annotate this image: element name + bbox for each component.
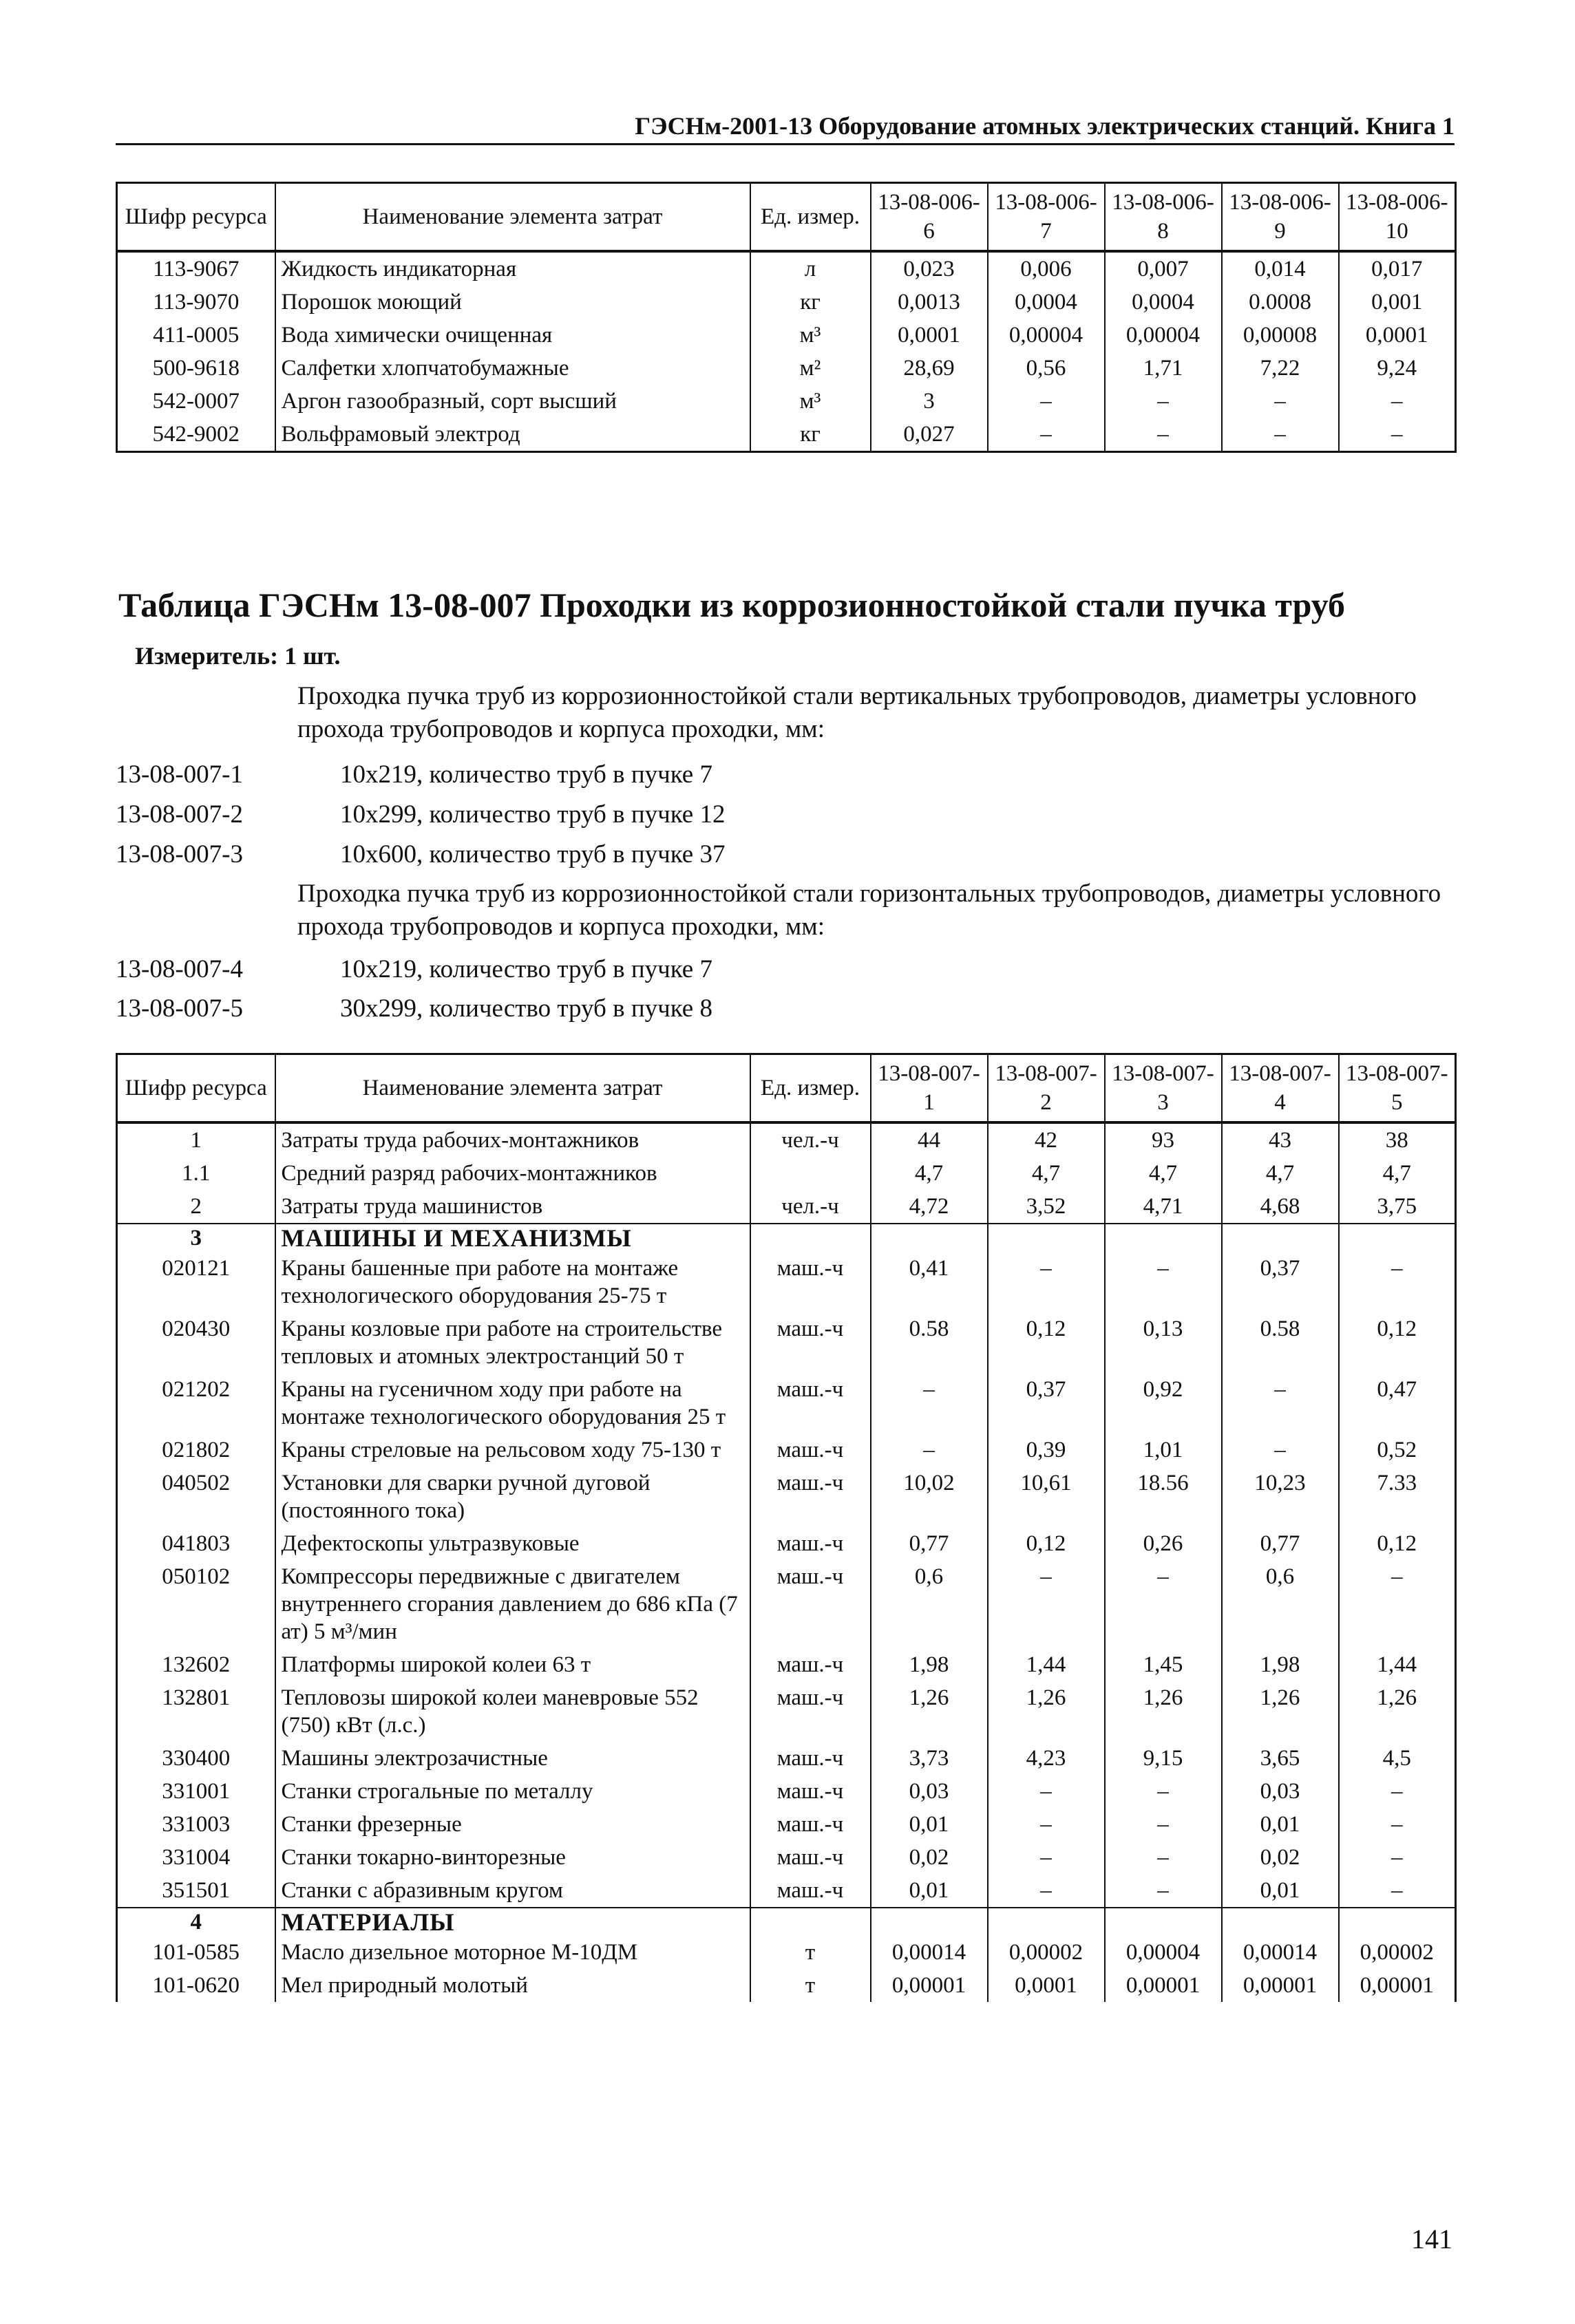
resource-name: Машины электрозачистные xyxy=(275,1742,750,1775)
norm-value: 0,77 xyxy=(871,1527,988,1560)
norm-value: 0.0008 xyxy=(1222,286,1339,319)
norm-value: 0,00001 xyxy=(871,1969,988,2002)
norm-value: 0,03 xyxy=(1222,1775,1339,1808)
table-row xyxy=(117,1122,1456,1157)
resource-code: 101-0585 xyxy=(117,1936,275,1969)
item-text: 10х219, количество труб в пучке 7 xyxy=(340,760,712,789)
resource-code: 132801 xyxy=(117,1681,275,1742)
norm-value: 93 xyxy=(1105,1122,1222,1157)
resource-unit: м³ xyxy=(750,385,871,418)
norm-value: 28,69 xyxy=(871,352,988,385)
resource-unit: маш.-ч xyxy=(750,1841,871,1874)
item-text: 30х299, количество труб в пучке 8 xyxy=(340,994,712,1023)
norm-value: 1,01 xyxy=(1105,1433,1222,1467)
resource-code: 020121 xyxy=(117,1252,275,1312)
resource-code: 3 xyxy=(117,1224,275,1252)
table-row xyxy=(117,1681,1456,1742)
resource-unit: маш.-ч xyxy=(750,1560,871,1648)
resource-unit: маш.-ч xyxy=(750,1808,871,1841)
resource-code: 041803 xyxy=(117,1527,275,1560)
resource-name: Краны башенные при работе на монтаже технологического оборудования 25-75 т xyxy=(275,1252,750,1312)
item-text: 10х299, количество труб в пучке 12 xyxy=(340,800,726,829)
norm-value: 0,0001 xyxy=(871,319,988,352)
norm-value: 10,23 xyxy=(1222,1467,1339,1527)
norm-value xyxy=(1222,1908,1339,1936)
resource-name: Жидкость индикаторная xyxy=(275,251,750,286)
norm-value: 0,0013 xyxy=(871,286,988,319)
norm-value: 1,26 xyxy=(1339,1681,1456,1742)
norm-value: 1,26 xyxy=(871,1681,988,1742)
norm-value: 0,6 xyxy=(871,1560,988,1648)
resource-code: 542-0007 xyxy=(117,385,275,418)
norm-value xyxy=(1222,1224,1339,1252)
unit-of-measure: Измеритель: 1 шт. xyxy=(135,642,341,670)
norm-value: – xyxy=(1339,1874,1456,1908)
resource-name: Аргон газообразный, сорт высший xyxy=(275,385,750,418)
norm-value: – xyxy=(1339,1808,1456,1841)
norm-value: 0,12 xyxy=(1339,1312,1456,1373)
resource-table-006 xyxy=(116,182,1457,453)
norm-value xyxy=(871,1224,988,1252)
resource-name: Затраты труда рабочих-монтажников xyxy=(275,1122,750,1157)
norm-value: 0,6 xyxy=(1222,1560,1339,1648)
norm-value: – xyxy=(988,385,1105,418)
resource-name: Мел природный молотый xyxy=(275,1969,750,2002)
norm-value: – xyxy=(1105,1252,1222,1312)
norm-value: 0,12 xyxy=(1339,1527,1456,1560)
resource-code: 050102 xyxy=(117,1560,275,1648)
resource-name: Дефектоскопы ультразвуковые xyxy=(275,1527,750,1560)
item-text: 10х219, количество труб в пучке 7 xyxy=(340,955,712,983)
norm-value: 0,0001 xyxy=(988,1969,1105,2002)
norm-value: – xyxy=(1339,1775,1456,1808)
norm-value: 1,26 xyxy=(988,1681,1105,1742)
norm-value: 0,37 xyxy=(1222,1252,1339,1312)
norm-value: 0,13 xyxy=(1105,1312,1222,1373)
table-row xyxy=(117,286,1456,319)
norm-value: 0,00002 xyxy=(1339,1936,1456,1969)
resource-name: Платформы широкой колеи 63 т xyxy=(275,1648,750,1681)
resource-code: 331003 xyxy=(117,1808,275,1841)
resource-name: Масло дизельное моторное М-10ДМ xyxy=(275,1936,750,1969)
table-row xyxy=(117,352,1456,385)
norm-value: 1,26 xyxy=(1105,1681,1222,1742)
norm-value: – xyxy=(988,1841,1105,1874)
norm-value: 0,006 xyxy=(988,251,1105,286)
resource-code: 1.1 xyxy=(117,1157,275,1190)
norm-value: 0,56 xyxy=(988,352,1105,385)
norm-value: 0,00001 xyxy=(1222,1969,1339,2002)
table-row xyxy=(117,1527,1456,1560)
table-row xyxy=(117,251,1456,286)
norm-value: 0,014 xyxy=(1222,251,1339,286)
col-header-norm: 13-08-007-3 xyxy=(1105,1054,1222,1123)
col-header-norm: 13-08-007-2 xyxy=(988,1054,1105,1123)
resource-unit: чел.-ч xyxy=(750,1190,871,1224)
norm-value: 4,71 xyxy=(1105,1190,1222,1224)
norm-value: – xyxy=(1105,418,1222,452)
norm-value: 0,01 xyxy=(871,1874,988,1908)
description-vertical: Проходка пучка труб из коррозионностойкой стали вертикальных трубопроводов, диаметры условного прохода трубопроводов и корпуса проходки, мм: xyxy=(297,682,1417,743)
norm-value: – xyxy=(1105,1775,1222,1808)
resource-name: Станки строгальные по металлу xyxy=(275,1775,750,1808)
table-row xyxy=(117,1157,1456,1190)
norm-value: 0,007 xyxy=(1105,251,1222,286)
norm-value xyxy=(871,1908,988,1936)
resource-unit: маш.-ч xyxy=(750,1775,871,1808)
norm-value: 0,0004 xyxy=(988,286,1105,319)
table-row xyxy=(117,1312,1456,1373)
norm-value: – xyxy=(871,1373,988,1433)
resource-code: 113-9067 xyxy=(117,251,275,286)
norm-value: – xyxy=(988,1808,1105,1841)
norm-value: 0,26 xyxy=(1105,1527,1222,1560)
table-row xyxy=(117,1874,1456,1908)
norm-value: 0,47 xyxy=(1339,1373,1456,1433)
resource-name: Средний разряд рабочих-монтажников xyxy=(275,1157,750,1190)
page-number: 141 xyxy=(1411,2224,1452,2254)
norm-value: – xyxy=(988,418,1105,452)
norm-value: 1,44 xyxy=(1339,1648,1456,1681)
norm-value: 7.33 xyxy=(1339,1467,1456,1527)
resource-name: Компрессоры передвижные с двигателем внутреннего сгорания давлением до 686 кПа (7 ат) 5 м³/мин xyxy=(275,1560,750,1648)
norm-value: 3,65 xyxy=(1222,1742,1339,1775)
resource-code: 411-0005 xyxy=(117,319,275,352)
resource-unit: маш.-ч xyxy=(750,1742,871,1775)
resource-name: Установки для сварки ручной дуговой (постоянного тока) xyxy=(275,1467,750,1527)
col-header-norm: 13-08-006-6 xyxy=(871,183,988,252)
norm-value: 9,15 xyxy=(1105,1742,1222,1775)
item-code: 13-08-007-2 xyxy=(116,800,243,829)
resource-code: 132602 xyxy=(117,1648,275,1681)
norm-value: 1,44 xyxy=(988,1648,1105,1681)
norm-value: 0,00001 xyxy=(1339,1969,1456,2002)
resource-code: 101-0620 xyxy=(117,1969,275,2002)
norm-value: 3,75 xyxy=(1339,1190,1456,1224)
resource-unit xyxy=(750,1224,871,1252)
norm-value: 0,03 xyxy=(871,1775,988,1808)
norm-value: 0,02 xyxy=(871,1841,988,1874)
norm-value: 1,26 xyxy=(1222,1681,1339,1742)
norm-value: 0,01 xyxy=(871,1808,988,1841)
norm-value: – xyxy=(1105,385,1222,418)
norm-value: 4,23 xyxy=(988,1742,1105,1775)
col-header-norm: 13-08-006-9 xyxy=(1222,183,1339,252)
resource-code: 020430 xyxy=(117,1312,275,1373)
norm-value xyxy=(1339,1908,1456,1936)
norm-value: – xyxy=(1105,1560,1222,1648)
resource-unit: кг xyxy=(750,286,871,319)
resource-code: 351501 xyxy=(117,1874,275,1908)
norm-value: 3 xyxy=(871,385,988,418)
norm-value: 0,37 xyxy=(988,1373,1105,1433)
resource-unit xyxy=(750,1908,871,1936)
norm-value: 38 xyxy=(1339,1122,1456,1157)
norm-value: 0,01 xyxy=(1222,1808,1339,1841)
resource-code: 040502 xyxy=(117,1467,275,1527)
col-header-norm: 13-08-006-7 xyxy=(988,183,1105,252)
table-row xyxy=(117,319,1456,352)
norm-value: 4,68 xyxy=(1222,1190,1339,1224)
norm-value: – xyxy=(871,1433,988,1467)
item-code: 13-08-007-4 xyxy=(116,955,243,983)
table-row xyxy=(117,1841,1456,1874)
norm-value: 1,98 xyxy=(871,1648,988,1681)
col-header-norm: 13-08-006-10 xyxy=(1339,183,1456,252)
norm-value: 18.56 xyxy=(1105,1467,1222,1527)
norm-value: 4,5 xyxy=(1339,1742,1456,1775)
norm-value: 0,01 xyxy=(1222,1874,1339,1908)
resource-unit: т xyxy=(750,1936,871,1969)
col-header-norm: 13-08-007-4 xyxy=(1222,1054,1339,1123)
norm-value: 0.58 xyxy=(871,1312,988,1373)
norm-value: – xyxy=(1222,385,1339,418)
item-code: 13-08-007-1 xyxy=(116,760,243,789)
norm-value: – xyxy=(1105,1874,1222,1908)
resource-unit: маш.-ч xyxy=(750,1648,871,1681)
norm-value: 4,7 xyxy=(871,1157,988,1190)
table-row xyxy=(117,1648,1456,1681)
col-header-code: Шифр ресурса xyxy=(117,1054,275,1123)
resource-code: 1 xyxy=(117,1122,275,1157)
table-row xyxy=(117,1433,1456,1467)
col-header-name: Наименование элемента затрат xyxy=(275,1054,750,1123)
norm-value: 9,24 xyxy=(1339,352,1456,385)
col-header-norm: 13-08-007-5 xyxy=(1339,1054,1456,1123)
norm-value: 0,00014 xyxy=(1222,1936,1339,1969)
norm-value: – xyxy=(1222,1433,1339,1467)
resource-name: МАТЕРИАЛЫ xyxy=(275,1908,750,1936)
norm-value: 0,02 xyxy=(1222,1841,1339,1874)
norm-value: 44 xyxy=(871,1122,988,1157)
norm-value: 0,023 xyxy=(871,251,988,286)
resource-unit: маш.-ч xyxy=(750,1433,871,1467)
norm-value: 0,12 xyxy=(988,1527,1105,1560)
resource-code: 331001 xyxy=(117,1775,275,1808)
resource-unit: кг xyxy=(750,418,871,452)
norm-value: 4,7 xyxy=(1105,1157,1222,1190)
resource-unit: м² xyxy=(750,352,871,385)
resource-name: Краны на гусеничном ходу при работе на монтаже технологического оборудования 25 т xyxy=(275,1373,750,1433)
resource-code: 330400 xyxy=(117,1742,275,1775)
resource-code: 500-9618 xyxy=(117,352,275,385)
table-row xyxy=(117,1742,1456,1775)
table-row xyxy=(117,1808,1456,1841)
col-header-norm: 13-08-006-8 xyxy=(1105,183,1222,252)
norm-value: 0,017 xyxy=(1339,251,1456,286)
resource-name: Затраты труда машинистов xyxy=(275,1190,750,1224)
resource-code: 2 xyxy=(117,1190,275,1224)
norm-value: 0,0004 xyxy=(1105,286,1222,319)
table-row xyxy=(117,1936,1456,1969)
item-code: 13-08-007-3 xyxy=(116,840,243,868)
resource-table-007 xyxy=(116,1053,1457,2002)
norm-value: 42 xyxy=(988,1122,1105,1157)
norm-value: 0,00008 xyxy=(1222,319,1339,352)
norm-value: 4,7 xyxy=(988,1157,1105,1190)
resource-code: 021802 xyxy=(117,1433,275,1467)
norm-value: 43 xyxy=(1222,1122,1339,1157)
norm-value: – xyxy=(1222,418,1339,452)
norm-value: 0,00004 xyxy=(988,319,1105,352)
norm-value: 0,00004 xyxy=(1105,319,1222,352)
norm-value: 0,00002 xyxy=(988,1936,1105,1969)
table-row xyxy=(117,1373,1456,1433)
resource-code: 331004 xyxy=(117,1841,275,1874)
table-row xyxy=(117,1560,1456,1648)
col-header-unit: Ед. измер. xyxy=(750,1054,871,1123)
resource-code: 4 xyxy=(117,1908,275,1936)
norm-value: – xyxy=(1339,1252,1456,1312)
resource-name: Станки токарно-винторезные xyxy=(275,1841,750,1874)
resource-unit: маш.-ч xyxy=(750,1681,871,1742)
norm-value: 0,41 xyxy=(871,1252,988,1312)
resource-unit: м³ xyxy=(750,319,871,352)
norm-value: 4,7 xyxy=(1339,1157,1456,1190)
norm-value: – xyxy=(1339,418,1456,452)
norm-value: 7,22 xyxy=(1222,352,1339,385)
table-row xyxy=(117,385,1456,418)
norm-value: 3,73 xyxy=(871,1742,988,1775)
norm-value: – xyxy=(988,1560,1105,1648)
norm-value: 10,61 xyxy=(988,1467,1105,1527)
norm-value: 1,98 xyxy=(1222,1648,1339,1681)
norm-value: 0,00001 xyxy=(1105,1969,1222,2002)
table-row xyxy=(117,1190,1456,1224)
norm-value: 0,12 xyxy=(988,1312,1105,1373)
resource-unit: маш.-ч xyxy=(750,1312,871,1373)
norm-value: 0,00014 xyxy=(871,1936,988,1969)
table-row xyxy=(117,1252,1456,1312)
norm-value: – xyxy=(1339,385,1456,418)
resource-unit: т xyxy=(750,1969,871,2002)
resource-name: Вода химически очищенная xyxy=(275,319,750,352)
norm-value: 0,027 xyxy=(871,418,988,452)
norm-value: 0,001 xyxy=(1339,286,1456,319)
norm-value: – xyxy=(988,1252,1105,1312)
col-header-name: Наименование элемента затрат xyxy=(275,183,750,252)
norm-value xyxy=(988,1224,1105,1252)
section-row xyxy=(117,1908,1456,1936)
norm-value: 0,39 xyxy=(988,1433,1105,1467)
col-header-unit: Ед. измер. xyxy=(750,183,871,252)
col-header-norm: 13-08-007-1 xyxy=(871,1054,988,1123)
resource-unit: л xyxy=(750,251,871,286)
item-text: 10х600, количество труб в пучке 37 xyxy=(340,840,726,868)
section-row xyxy=(117,1224,1456,1252)
norm-value: – xyxy=(988,1775,1105,1808)
page-header: ГЭСНм-2001-13 Оборудование атомных электрических станций. Книга 1 xyxy=(116,110,1455,145)
norm-value: 0,92 xyxy=(1105,1373,1222,1433)
resource-unit: чел.-ч xyxy=(750,1122,871,1157)
norm-value: 3,52 xyxy=(988,1190,1105,1224)
resource-unit: маш.-ч xyxy=(750,1467,871,1527)
resource-code: 021202 xyxy=(117,1373,275,1433)
resource-name: МАШИНЫ И МЕХАНИЗМЫ xyxy=(275,1224,750,1252)
norm-value xyxy=(1105,1224,1222,1252)
norm-value: 0,77 xyxy=(1222,1527,1339,1560)
norm-value: – xyxy=(1105,1808,1222,1841)
norm-value: 1,71 xyxy=(1105,352,1222,385)
resource-name: Тепловозы широкой колеи маневровые 552 (750) кВт (л.с.) xyxy=(275,1681,750,1742)
resource-name: Станки фрезерные xyxy=(275,1808,750,1841)
table-row xyxy=(117,1467,1456,1527)
norm-value: 4,7 xyxy=(1222,1157,1339,1190)
resource-unit: маш.-ч xyxy=(750,1373,871,1433)
table-row xyxy=(117,1775,1456,1808)
resource-code: 542-9002 xyxy=(117,418,275,452)
norm-value xyxy=(1105,1908,1222,1936)
norm-value: 0.58 xyxy=(1222,1312,1339,1373)
resource-name: Салфетки хлопчатобумажные xyxy=(275,352,750,385)
resource-name: Порошок моющий xyxy=(275,286,750,319)
resource-unit: маш.-ч xyxy=(750,1874,871,1908)
norm-value: – xyxy=(1339,1560,1456,1648)
description-horizontal: Проходка пучка труб из коррозионностойкой стали горизонтальных трубопроводов, диаметры условного прохода трубопроводов и корпуса проходки, мм: xyxy=(297,880,1441,941)
resource-unit xyxy=(750,1157,871,1190)
table-row xyxy=(117,1969,1456,2002)
norm-value: – xyxy=(1339,1841,1456,1874)
resource-code: 113-9070 xyxy=(117,286,275,319)
norm-value xyxy=(1339,1224,1456,1252)
norm-value: 0,0001 xyxy=(1339,319,1456,352)
resource-unit: маш.-ч xyxy=(750,1527,871,1560)
norm-value: 4,72 xyxy=(871,1190,988,1224)
table-title: Таблица ГЭСНм 13-08-007 Проходки из коррозионностойкой стали пучка труб xyxy=(118,586,1346,624)
resource-unit: маш.-ч xyxy=(750,1252,871,1312)
table-row xyxy=(117,418,1456,452)
norm-value: 0,52 xyxy=(1339,1433,1456,1467)
norm-value: 1,45 xyxy=(1105,1648,1222,1681)
norm-value xyxy=(988,1908,1105,1936)
norm-value: – xyxy=(988,1874,1105,1908)
norm-value: 10,02 xyxy=(871,1467,988,1527)
resource-name: Станки с абразивным кругом xyxy=(275,1874,750,1908)
resource-name: Краны стреловые на рельсовом ходу 75-130 т xyxy=(275,1433,750,1467)
norm-value: 0,00004 xyxy=(1105,1936,1222,1969)
norm-value: – xyxy=(1222,1373,1339,1433)
item-code: 13-08-007-5 xyxy=(116,994,243,1023)
resource-name: Краны козловые при работе на строительстве тепловых и атомных электростанций 50 т xyxy=(275,1312,750,1373)
resource-name: Вольфрамовый электрод xyxy=(275,418,750,452)
col-header-code: Шифр ресурса xyxy=(117,183,275,252)
norm-value: – xyxy=(1105,1841,1222,1874)
